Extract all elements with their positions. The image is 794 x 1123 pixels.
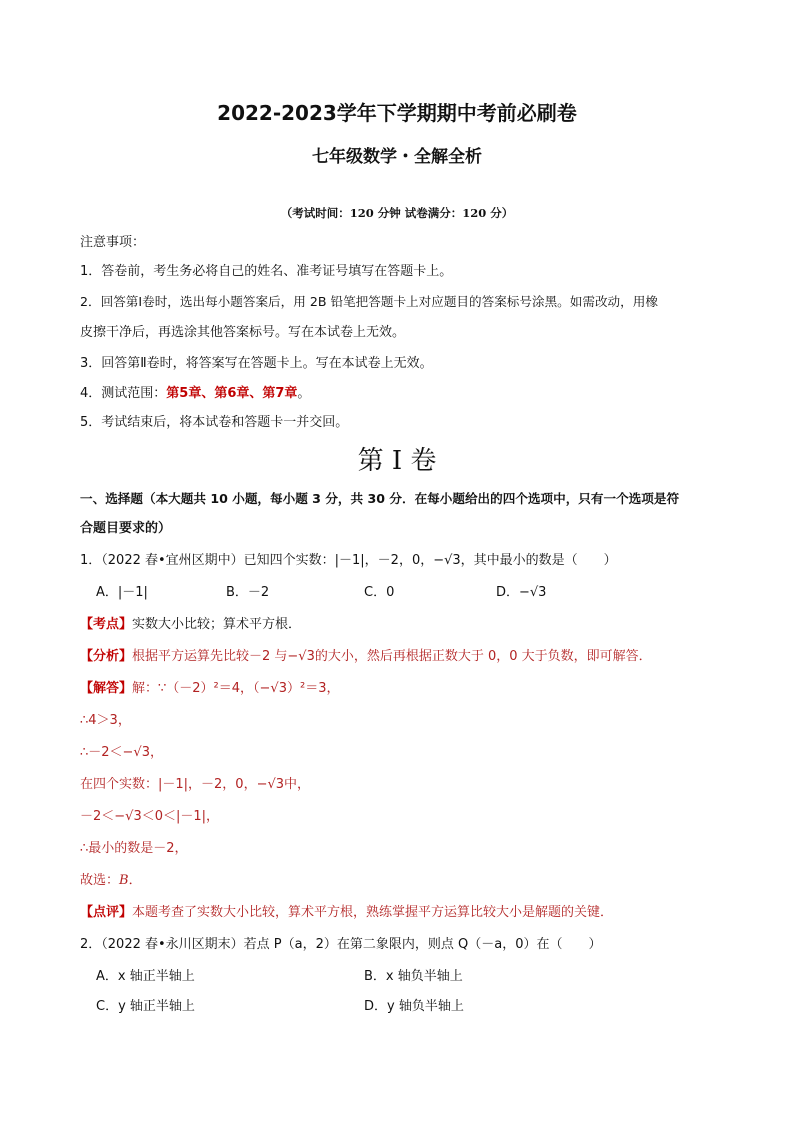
q1-step-5: ∴最小的数是－2，: [80, 841, 188, 856]
section-title: 第 I 卷: [357, 446, 437, 476]
q1-step-3: 在四个实数：|－1|，－2，0，−√3中，: [80, 777, 311, 792]
exam-meta: （考试时间：120 分钟 试卷满分：120 分）: [280, 206, 514, 220]
note-item-2-line-1: 2．回答第Ⅰ卷时，选出每小题答案后，用 2B 铅笔把答题卡上对应题目的答案标号涂黑。如需改动，用橡: [80, 294, 658, 309]
q1-jieda: [80, 680, 339, 698]
note-item-3: 3．回答第Ⅱ卷时，将答案写在答题卡上。写在本试卷上无效。: [80, 356, 433, 371]
test-range: 第5章、第6章、第7章: [166, 386, 298, 401]
note-item-2-line-2: 皮擦干净后，再选涂其他答案标号。写在本试卷上无效。: [80, 325, 406, 340]
q1-option-c: C．0: [364, 585, 395, 600]
q1-fenxi: [80, 648, 652, 666]
kaodian-tag: 【考点】: [80, 617, 133, 632]
q1-option-a: A．|－1|: [96, 585, 148, 600]
jieda-text: 解：∵（－2）²＝4，（−√3）²＝3，: [132, 681, 340, 696]
jieda-tag: 【解答】: [80, 681, 133, 696]
q2-option-a: A．x 轴正半轴上: [96, 969, 195, 984]
fenxi-tag: 【分析】: [80, 649, 133, 664]
note-item-5: 5．考试结束后，将本试卷和答题卡一并交回。: [80, 415, 349, 430]
note-item-4-suffix: 。: [297, 386, 311, 401]
note-item-4-prefix: 4．测试范围：: [80, 386, 167, 401]
q1-step-2: ∴－2＜−√3，: [80, 745, 163, 760]
dianping-text: 本题考查了实数大小比较，算术平方根，熟练掌握平方运算比较大小是解题的关键．: [132, 905, 614, 920]
note-item-4: [80, 385, 310, 403]
q1-kaodian: [80, 616, 301, 634]
q2-option-c: C．y 轴正半轴上: [96, 999, 195, 1014]
q1-stem: 1．（2022 春•宜州区期中）已知四个实数：|－1|，－2，0，−√3，其中最小的数是（ ）: [80, 553, 617, 568]
q1-option-d: D．−√3: [496, 585, 547, 600]
q1-option-b: B．－2: [226, 585, 270, 600]
q1-dianping: [80, 904, 613, 922]
answer-suffix: ．: [128, 873, 142, 888]
answer-prefix: 故选：: [80, 873, 120, 888]
page-title: 2022-2023学年下学期期中考前必刷卷: [217, 101, 577, 125]
part1-heading-line-2: 合题目要求的）: [80, 521, 172, 536]
note-item-1: 1．答卷前，考生务必将自己的姓名、准考证号填写在答题卡上。: [80, 264, 453, 279]
q2-stem: 2．（2022 春•永川区期末）若点 P（a，2）在第二象限内，则点 Q（－a，0）在（ ）: [80, 937, 602, 952]
fenxi-text: 根据平方运算先比较－2 与−√3的大小，然后再根据正数大于 0，0 大于负数，即可解答．: [132, 649, 652, 664]
dianping-tag: 【点评】: [80, 905, 133, 920]
q2-option-b: B．x 轴负半轴上: [364, 969, 463, 984]
q1-step-1: ∴4＞3，: [80, 713, 131, 728]
q2-option-d: D．y 轴负半轴上: [364, 999, 464, 1014]
answer-letter: B: [119, 873, 129, 888]
notes-heading: 注意事项：: [80, 235, 146, 250]
q1-answer: [80, 872, 142, 890]
page-subtitle: 七年级数学・全解全析: [312, 147, 482, 167]
kaodian-text: 实数大小比较；算术平方根．: [132, 617, 302, 632]
part1-heading-line-1: 一、选择题（本大题共 10 小题，每小题 3 分，共 30 分．在每小题给出的四个选项中，只有一个选项是符: [80, 491, 680, 506]
q1-step-4: －2＜−√3＜0＜|－1|，: [80, 809, 220, 824]
